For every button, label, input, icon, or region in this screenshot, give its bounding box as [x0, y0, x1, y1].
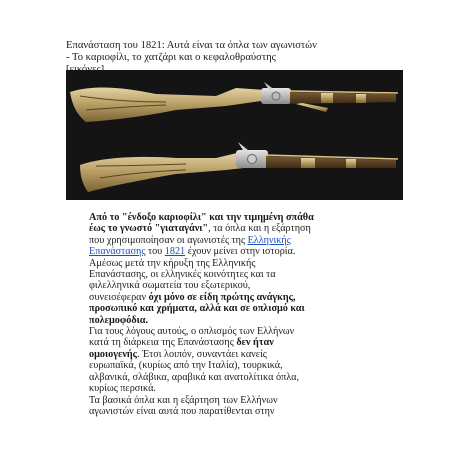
- flintlock-guns-photo: [66, 70, 403, 200]
- body-line: αλβανικά, σλάβικα, αραβικά και ανατολίτικα όπλα,: [89, 371, 300, 383]
- link-elliniki[interactable]: Ελληνικής: [247, 234, 291, 246]
- body-line: Για τους λόγους αυτούς, ο οπλισμός των Ελλήνων: [89, 326, 295, 338]
- text-run: . Έτσι λοιπόν, συναντάει κανείς: [136, 348, 267, 360]
- bold-text: προσωπικό και χρήματα, αλλά και σε οπλισμό και: [89, 303, 305, 315]
- body-line: κυρίως περσικά.: [89, 383, 156, 395]
- body-line: ευρωπαϊκά, (κυρίως από την Ιταλία), τουρκικά,: [89, 360, 283, 372]
- title-line-1: Επανάσταση του 1821: Αυτά είναι τα όπλα των αγωνιστών: [66, 40, 317, 51]
- body-line: [89, 212, 389, 223]
- text-run: του: [145, 246, 165, 258]
- article-body: [89, 212, 389, 417]
- body-line: Αμέσως μετά την κήρυξη της Ελληνικής: [89, 257, 256, 269]
- bold-text: ομοιογενής: [89, 348, 137, 360]
- body-line: [89, 337, 389, 348]
- body-line: [89, 349, 389, 360]
- bold-text: Από το "ένδοξο καριοφίλι" και την τιμημένη σπάθα: [89, 212, 314, 223]
- body-line: φιλελληνικά σωματεία του εξωτερικού,: [89, 280, 251, 292]
- body-line: [89, 292, 389, 303]
- body-line: [89, 303, 389, 314]
- bold-text: πολεμοφόδια.: [89, 314, 149, 326]
- bold-text: δεν ήταν: [236, 337, 274, 349]
- body-line: [89, 223, 389, 234]
- text-run: κατά τη διάρκεια της Επανάστασης: [89, 337, 237, 349]
- link-epanastasis[interactable]: Επανάστασης: [89, 246, 146, 258]
- title-line-2: - Το καριοφίλι, το χατζάρι και ο κεφαλοθραύστης: [66, 52, 276, 63]
- body-line: [89, 246, 389, 257]
- text-run: συνεισέφεραν: [89, 291, 149, 303]
- bold-text: έως το γνωστό "γιαταγάνι": [89, 223, 209, 235]
- body-line: Επανάστασης, οι ελληνικές κοινότητες και τα: [89, 269, 276, 281]
- body-line: [89, 235, 389, 246]
- text-run: έχουν μείνει στην ιστορία.: [185, 246, 296, 258]
- text-run: , τα όπλα και η εξάρτηση: [208, 223, 311, 235]
- bold-text: όχι μόνο σε είδη πρώτης ανάγκης,: [148, 291, 296, 303]
- link-1821[interactable]: 1821: [164, 246, 186, 258]
- body-line: [89, 315, 389, 326]
- body-line: αγωνιστών είναι αυτά που παρατίθενται στην: [89, 405, 275, 417]
- body-line: Τα βασικά όπλα και η εξάρτηση των Ελλήνων: [89, 394, 278, 406]
- text-run: που χρησιμοποίησαν οι αγωνιστές της: [89, 234, 248, 246]
